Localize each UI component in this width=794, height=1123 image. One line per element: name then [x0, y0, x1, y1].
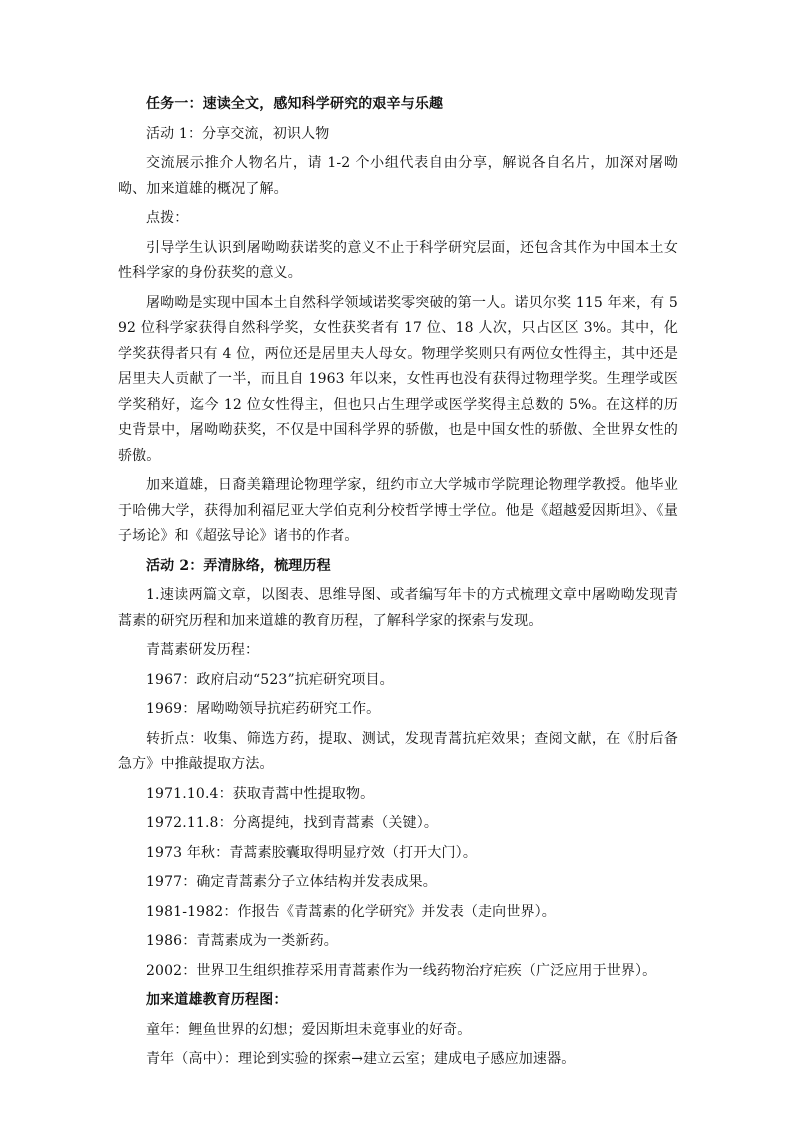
timeline-item: 1969：屠呦呦领导抗疟药研究工作。 [146, 701, 381, 717]
timeline-item: 1967：政府启动“523”抗疟研究项目。 [146, 671, 394, 688]
artemisinin-timeline-heading: 青蒿素研发历程： [146, 642, 260, 658]
activity-1-heading: 活动 1：分享交流，初识人物 [146, 125, 330, 142]
michio-kaku-paragraph: 加来道雄，日裔美籍理论物理学家，纽约市立大学城市学院理论物理学教授。他毕业于哈佛大学，获得加利福尼亚大学伯克利分校哲学博士学位。他是《超越爱因斯坦》、《量子场论》和《超弦导论》诸书的作者。 [118, 477, 678, 544]
education-item: 青年（高中）：理论到实验的探索→建立云室；建成电子感应加速器。 [146, 1051, 576, 1067]
timeline-item: 1981-1982：作报告《青蒿素的化学研究》并发表（走向世界）。 [146, 903, 556, 920]
timeline-item: 转折点：收集、筛选方药，提取、测试，发现青蒿抗疟效果；查阅文献，在《肘后备急方》中推敲提取方法。 [118, 730, 678, 772]
task-heading: 任务一：速读全文，感知科学研究的艰辛与乐趣 [146, 96, 444, 112]
document-body [118, 92, 678, 1073]
activity-1-instruction: 交流展示推介人物名片，请 1-2 个小组代表自由分享，解说各自名片，加深对屠呦呦、加来道雄的概况了解。 [118, 155, 678, 197]
guidance-paragraph: 引导学生认识到屠呦呦获诺奖的意义不止于科学研究层面，还包含其作为中国本土女性科学家的身份获奖的意义。 [118, 239, 678, 281]
kaku-education-heading: 加来道雄教育历程图： [146, 992, 288, 1008]
timeline-item: 1986：青蒿素成为一类新药。 [146, 933, 338, 949]
timeline-item: 1973 年秋：青蒿素胶囊取得明显疗效（打开大门）。 [146, 844, 477, 861]
tu-youyou-paragraph: 屠呦呦是实现中国本土自然科学领域诺奖零突破的第一人。诺贝尔奖 115 年来，有 592 位科学家获得自然科学奖，女性获奖者有 17 位、18 人次，只占区区 3%。其中，化学奖获得者只有 4 位，两位还是居里夫人母女。物理学奖则只有两位女性得主，其中还是居里夫人贡献了一半，而且自 1963 年以来，女性再也没有获得过物理学奖。生理学或医学奖稍好，迄今 12 位女性得主，但也只占生理学或医学奖得主总数的 5%。在这样的历史背景中，屠呦呦获奖，不仅是中国科学界的骄傲，也是中国女性的骄傲、全世界女性的骄傲。 [118, 294, 678, 464]
timeline-item: 1977：确定青蒿素分子立体结构并发表成果。 [146, 874, 437, 890]
guidance-label: 点拨： [146, 210, 189, 226]
education-item: 童年：鲤鱼世界的幻想；爱因斯坦未竟事业的好奇。 [146, 1021, 472, 1038]
activity-2-heading: 活动 2：弄清脉络，梳理历程 [146, 557, 331, 574]
timeline-item: 1972.11.8：分离提纯，找到青蒿素（关键）。 [146, 815, 438, 831]
activity-2-instruction: 1.速读两篇文章，以图表、思维导图、或者编写年卡的方式梳理文章中屠呦呦发现青蒿素的研究历程和加来道雄的教育历程，了解科学家的探索与发现。 [118, 587, 678, 629]
timeline-item: 1971.10.4：获取青蒿中性提取物。 [146, 785, 375, 802]
timeline-item: 2002：世界卫生组织推荐采用青蒿素作为一线药物治疗疟疾（广泛应用于世界）。 [146, 962, 657, 979]
